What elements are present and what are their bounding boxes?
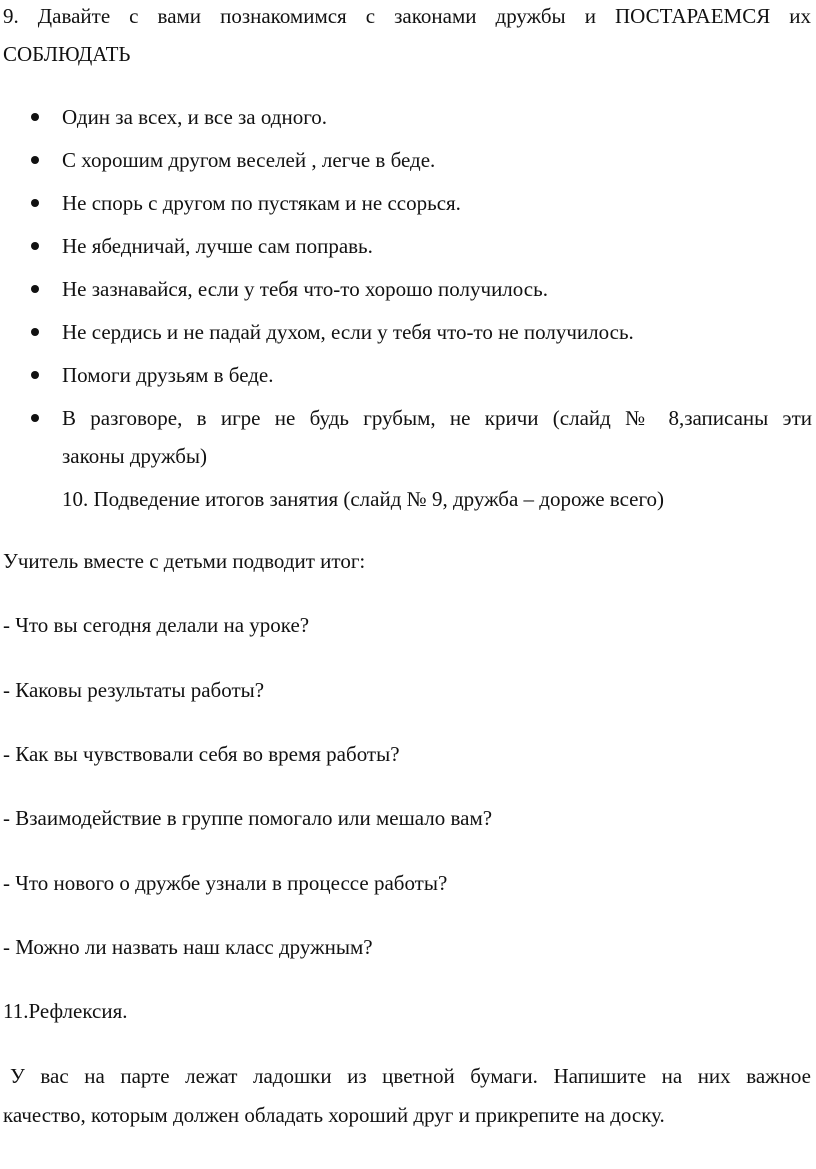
question-item: - Как вы чувствовали себя во время работы?	[3, 742, 400, 766]
law-item-text: Не зазнавайся, если у тебя что-то хорошо получилось.	[62, 277, 548, 301]
reflection-text-line1: У вас на парте лежат ладошки из цветной бумаги. Напишите на них важное	[10, 1064, 811, 1088]
bullet-icon	[31, 285, 39, 293]
bullet-icon	[31, 328, 39, 336]
bullet-icon	[31, 242, 39, 250]
law-item-text: Один за всех, и все за одного.	[62, 105, 328, 129]
question-item: - Взаимодействие в группе помогало или мешало вам?	[3, 806, 493, 830]
section-10-intro: Учитель вместе с детьми подводит итог:	[3, 549, 366, 573]
law-item-text: С хорошим другом веселей , легче в беде.	[62, 148, 436, 172]
bullet-icon	[31, 199, 39, 207]
reflection-text-line2: качество, которым должен обладать хороший друг и прикрепите на доску.	[3, 1103, 665, 1127]
bullet-icon	[31, 113, 39, 121]
bullet-icon	[31, 414, 39, 422]
question-item: - Что вы сегодня делали на уроке?	[3, 613, 310, 637]
law-item-text: Не сердись и не падай духом, если у тебя что-то не получилось.	[62, 320, 634, 344]
law-item-text: В разговоре, в игре не будь грубым, не кричи (слайд № 8,записаны эти	[62, 406, 812, 430]
section-11-heading: 11.Рефлексия.	[3, 999, 128, 1023]
bullet-icon	[31, 156, 39, 164]
question-item: - Что нового о дружбе узнали в процессе работы?	[3, 871, 448, 895]
section-9-heading-line1: 9. Давайте с вами познакомимся с законами дружбы и ПОСТАРАЕМСЯ их	[3, 4, 811, 28]
law-item-continuation: законы дружбы)	[62, 444, 208, 468]
question-item: - Каковы результаты работы?	[3, 678, 265, 702]
law-item-text: Не спорь с другом по пустякам и не ссорься.	[62, 191, 461, 215]
section-9-heading-line2: СОБЛЮДАТЬ	[3, 42, 131, 66]
bullet-icon	[31, 371, 39, 379]
law-item-text: Помоги друзьям в беде.	[62, 363, 274, 387]
section-10-heading: 10. Подведение итогов занятия (слайд № 9, дружба – дороже всего)	[62, 487, 665, 511]
question-item: - Можно ли назвать наш класс дружным?	[3, 935, 373, 959]
law-item-text: Не ябедничай, лучше сам поправь.	[62, 234, 373, 258]
